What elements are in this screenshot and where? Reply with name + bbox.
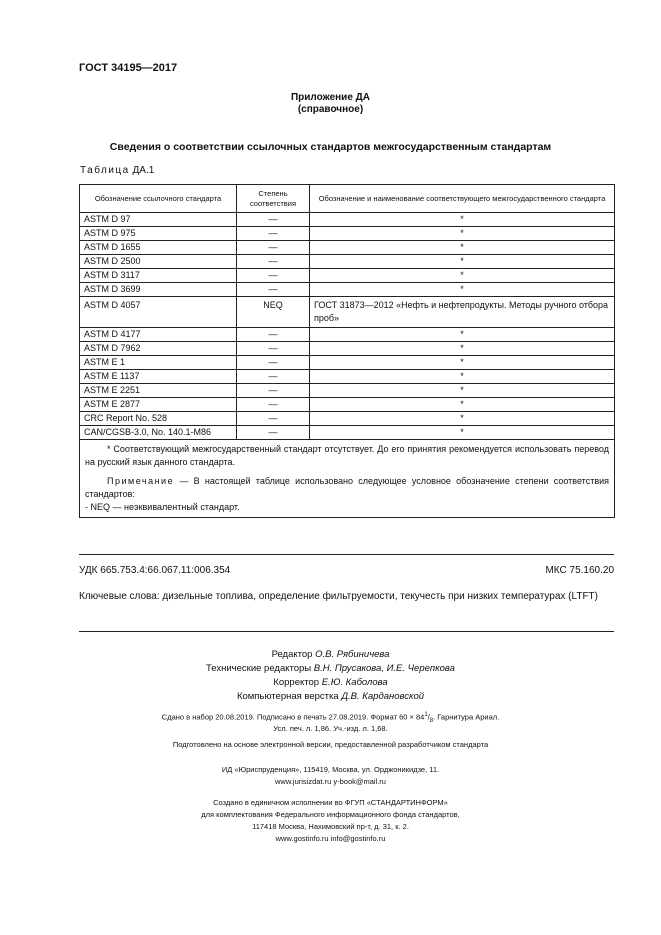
degree-cell: — [237,384,310,398]
name-cell: * [310,227,615,241]
table-row [80,328,615,342]
ref-cell: ASTM D 1655 [80,241,237,255]
ref-cell: ASTM D 3117 [80,269,237,283]
ref-cell: CRC Report No. 528 [80,412,237,426]
table-row [80,213,615,227]
credits-corrector: Корректор Е.Ю. Каболова [273,677,388,688]
name-cell: * [310,426,615,440]
ref-cell: ASTM D 975 [80,227,237,241]
degree-cell: — [237,426,310,440]
corrector-name: Е.Ю. Каболова [321,677,388,688]
imprint-line-1: Сдано в набор 20.08.2019. Подписано в печать 27.08.2019. Формат $60 \times 84^1/_8$. Гарнитура Ариал. [161,712,500,724]
ref-cell: ASTM E 2251 [80,384,237,398]
table-note [85,475,609,501]
table-row [80,255,615,269]
name-cell: * [310,328,615,342]
keywords: Ключевые слова: дизельные топлива, определение фильтруемости, текучесть при низких температурах (LTFT) [79,591,598,602]
header-interstate-standard: Обозначение и наименование соответствующего межгосударственного стандарта [310,185,615,213]
table-caption-word: Таблица [80,165,130,176]
name-cell: * [310,398,615,412]
note-label: Примечание [107,476,175,486]
degree-cell: — [237,342,310,356]
name-cell: * [310,356,615,370]
ref-cell: ASTM D 4177 [80,328,237,342]
ref-cell: ASTM E 2877 [80,398,237,412]
table-row [80,356,615,370]
imprint-line-3: Подготовлено на основе электронной версии, предоставленной разработчиком стандарта [172,740,489,749]
table-notes-row [80,440,615,518]
table-footnote: * Соответствующий межгосударственный стандарт отсутствует. До его принятия рекомендуется использовать перевод на русский язык данного стандарта. [85,444,609,467]
degree-cell: — [237,412,310,426]
layout-name: Д.В. Кардановской [341,691,425,702]
ref-cell: ASTM D 97 [80,213,237,227]
table-caption-number: ДА.1 [129,165,155,176]
credits-layout: Компьютерная верстка Д.В. Кардановской [236,691,425,702]
table-row [80,269,615,283]
name-cell: * [310,241,615,255]
table-notes [80,440,615,518]
ref-cell: ASTM D 2500 [80,255,237,269]
degree-cell: NEQ [237,297,310,328]
divider-top [79,554,614,555]
credits-editor: Редактор О.В. Рябиничева [271,649,390,660]
table-row [80,426,615,440]
degree-cell: — [237,356,310,370]
ref-cell: ASTM D 3699 [80,283,237,297]
degree-cell: — [237,398,310,412]
publisher-line-1: ИД «Юриспруденция», 115419, Москва, ул. Орджоникидзе, 11. [221,765,440,774]
table-row [80,241,615,255]
header-degree: Степень соответствия [237,185,310,213]
name-cell: * [310,213,615,227]
gostinfo-line-4: www.gostinfo.ru info@gostinfo.ru [275,834,386,843]
table-row [80,398,615,412]
divider-bottom [79,631,614,632]
table-row [80,412,615,426]
name-cell: * [310,412,615,426]
degree-cell: — [237,241,310,255]
name-cell: * [310,384,615,398]
table-header-row [80,185,615,213]
correspondence-table [79,184,615,518]
ref-cell: ASTM D 7962 [80,342,237,356]
degree-cell: — [237,227,310,241]
degree-cell: — [237,283,310,297]
appendix-subtitle: (справочное) [297,104,364,115]
tech-names: В.Н. Прусакова, И.Е. Черепкова [313,663,455,674]
table-row [80,227,615,241]
degree-cell: — [237,269,310,283]
section-title: Сведения о соответствии ссылочных стандартов межгосударственным стандартам [109,141,552,153]
name-cell: * [310,342,615,356]
name-cell: * [310,269,615,283]
appendix-title: Приложение ДА [290,92,371,103]
note-text: — В настоящей таблице использовано следующее условное обозначение степени соответствия стандартов: [85,476,609,499]
table-row [80,283,615,297]
publisher-line-2: www.jurisizdat.ru y-book@mail.ru [275,777,386,786]
editor-name: О.В. Рябиничева [315,649,390,660]
header-ref-standard: Обозначение ссылочного стандарта [80,185,237,213]
document-code: ГОСТ 34195—2017 [79,62,178,74]
ref-cell: ASTM D 4057 [80,297,237,328]
table-row [80,370,615,384]
gostinfo-line-3: 117418 Москва, Нахимовский пр-т, д. 31, к. 2. [252,822,409,831]
table-caption [80,165,154,176]
mks-code: МКС 75.160.20 [545,565,614,576]
degree-cell: — [237,370,310,384]
gostinfo-line-2: для комплектования Федерального информационного фонда стандартов, [201,810,460,819]
name-cell: * [310,255,615,269]
name-cell: * [310,283,615,297]
gostinfo-line-1: Создано в единичном исполнении во ФГУП «СТАНДАРТИНФОРМ» [213,798,448,807]
name-cell: * [310,370,615,384]
degree-cell: — [237,255,310,269]
table-row [80,297,615,328]
name-cell: ГОСТ 31873—2012 «Нефть и нефтепродукты. Методы ручного отбора проб» [310,297,615,328]
credits-tech: Технические редакторы В.Н. Прусакова, И.Е. Черепкова [206,663,455,674]
imprint-line-2: Усл. печ. л. 1,86. Уч.-изд. л. 1,68. [273,724,388,733]
udc-code: УДК 665.753.4:66.067.11:006.354 [79,565,231,576]
ref-cell: ASTM E 1137 [80,370,237,384]
table-row [80,342,615,356]
degree-cell: — [237,213,310,227]
table-row [80,384,615,398]
ref-cell: CAN/CGSB-3.0, No. 140.1-M86 [80,426,237,440]
note-item: - NEQ — неэквивалентный стандарт. [85,502,240,512]
ref-cell: ASTM E 1 [80,356,237,370]
degree-cell: — [237,328,310,342]
